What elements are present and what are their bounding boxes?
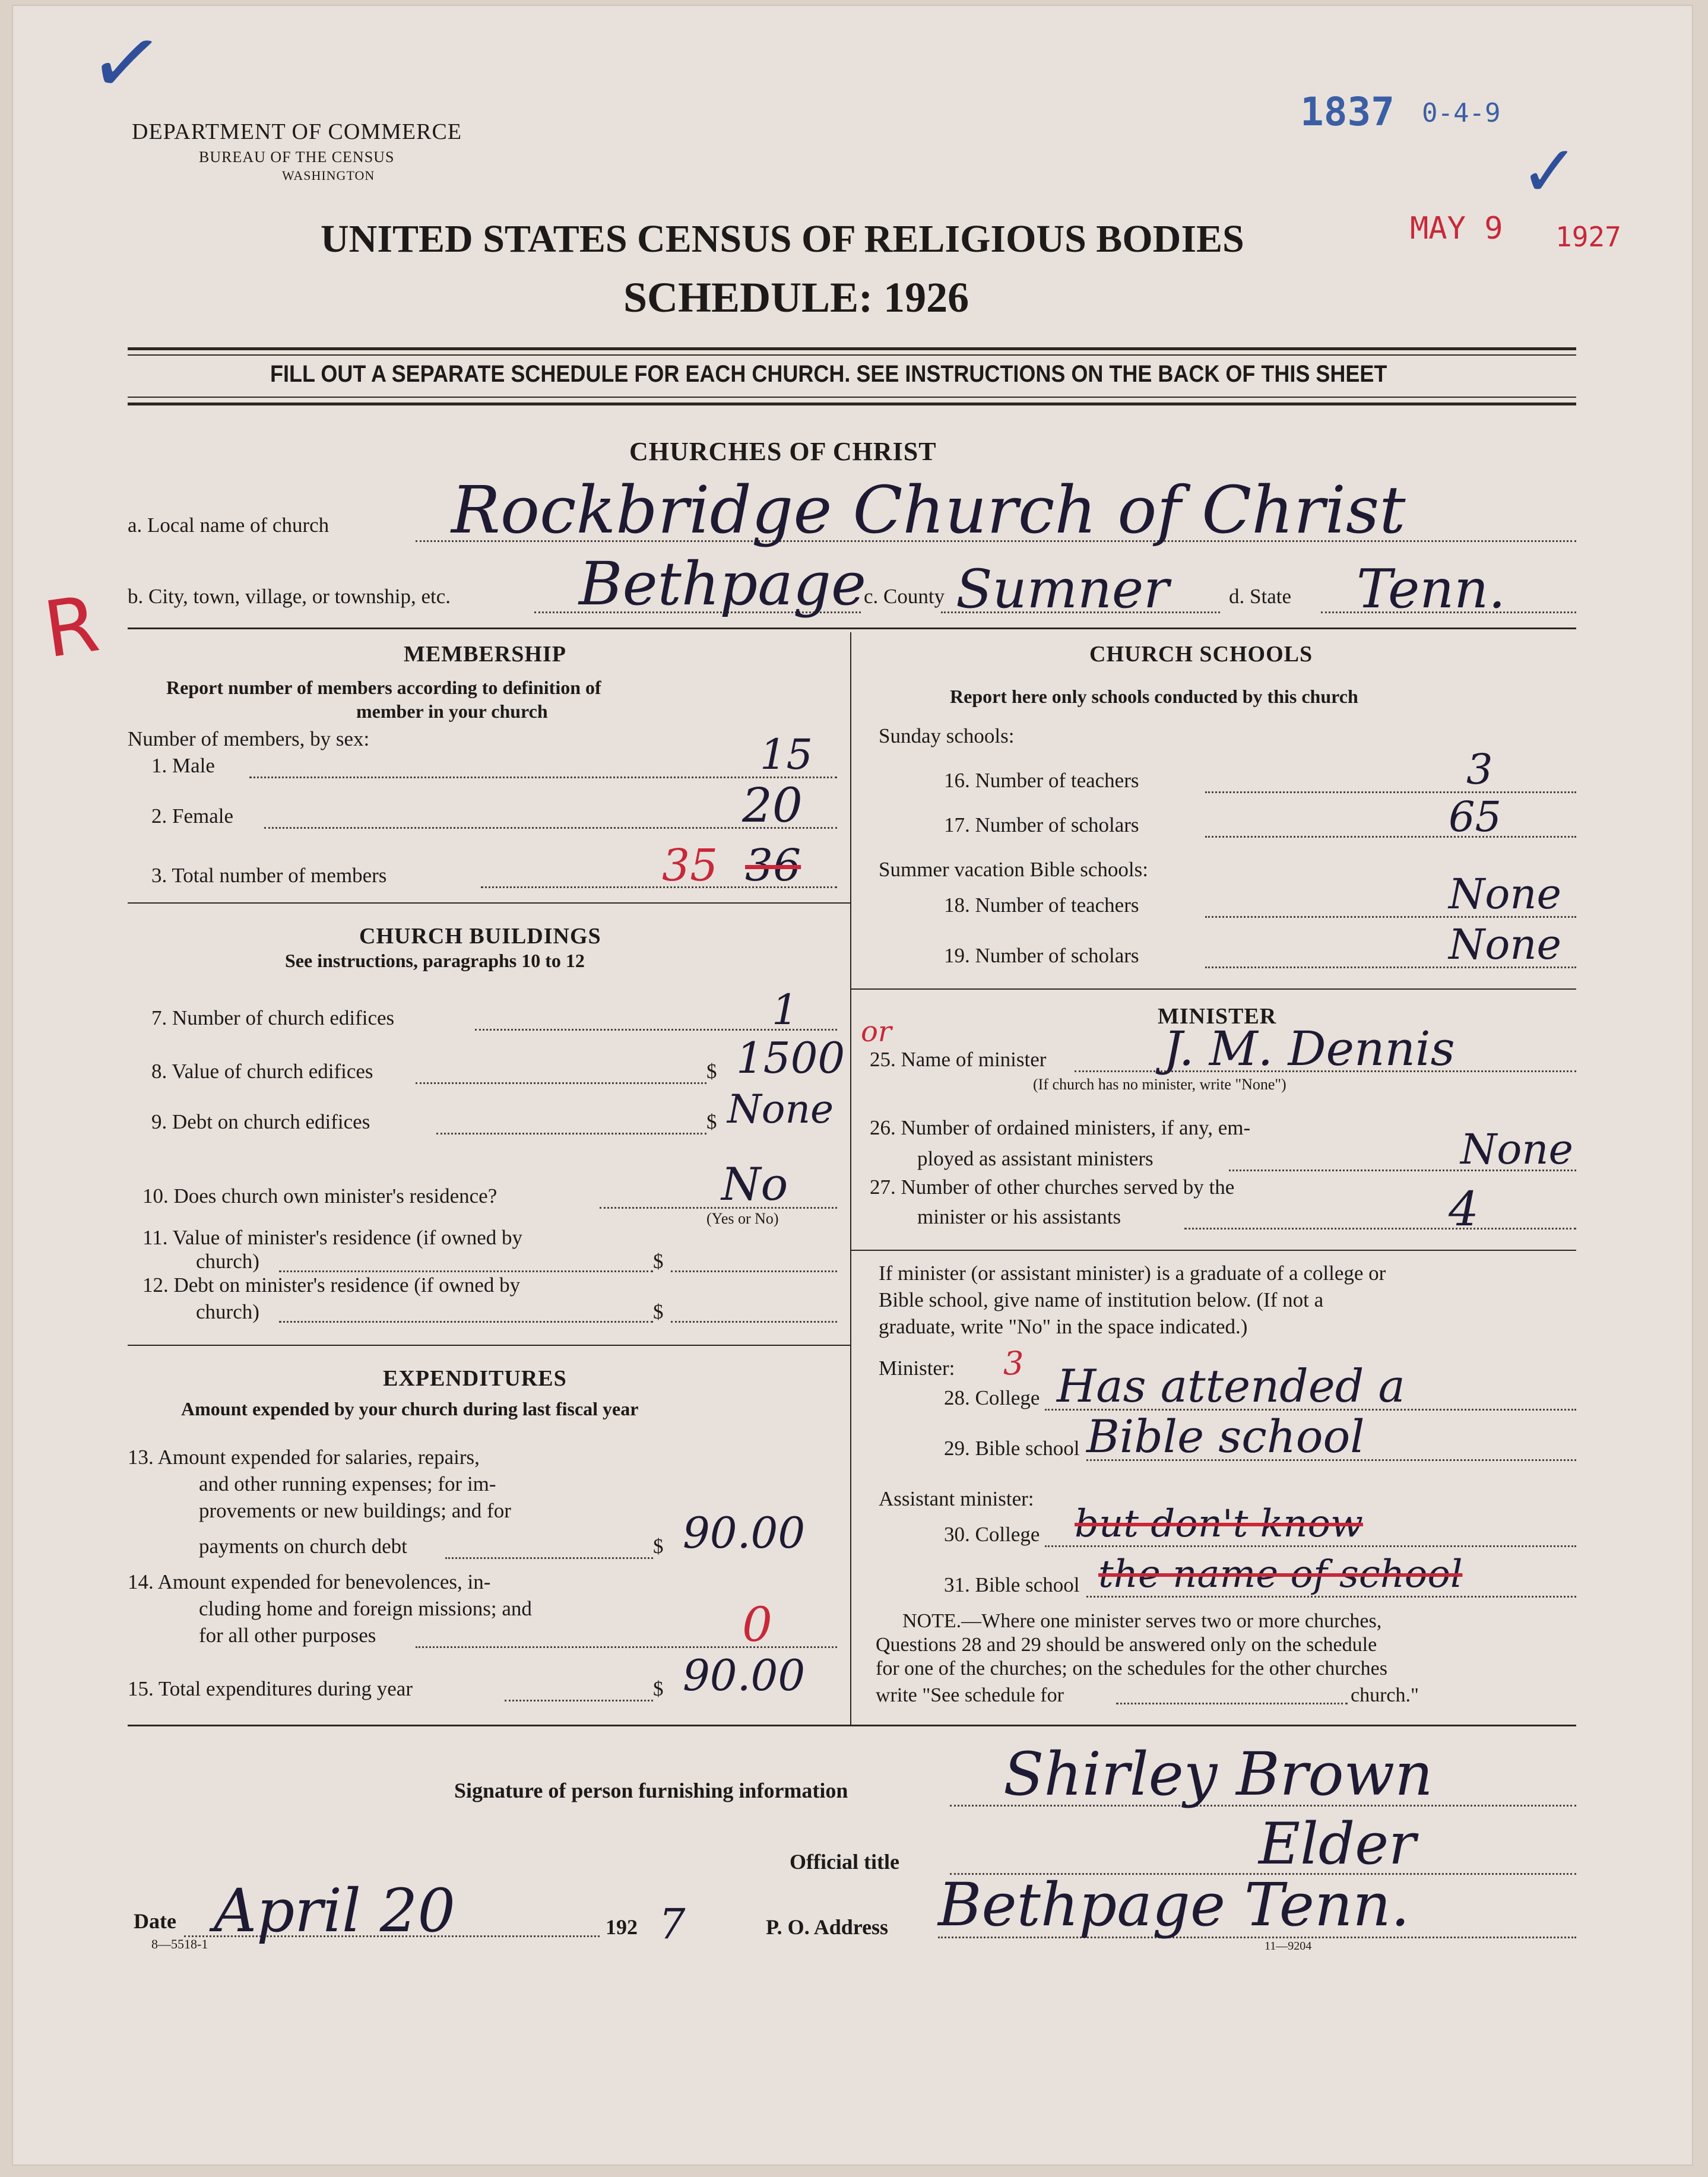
divider xyxy=(128,628,1576,629)
residence-debt-label: 12. Debt on minister's residence (if owned by xyxy=(142,1273,521,1297)
membership-heading: MEMBERSHIP xyxy=(404,642,566,667)
official-title-value[interactable]: Elder xyxy=(1259,1811,1416,1877)
dollar-sign: $ xyxy=(706,1060,717,1083)
residence-debt-label-cont: church) xyxy=(196,1300,259,1323)
other-churches-label-cont: minister or his assistants xyxy=(917,1205,1121,1228)
minister-note: write "See schedule for xyxy=(876,1684,1064,1706)
received-date-stamp: MAY 9 xyxy=(1410,211,1503,246)
minister-edit-mark: or xyxy=(861,1015,892,1048)
expenditures-heading: EXPENDITURES xyxy=(383,1366,567,1391)
form-title: UNITED STATES CENSUS OF RELIGIOUS BODIES xyxy=(321,217,1244,261)
minister-note: NOTE.—Where one minister serves two or more churches, xyxy=(902,1610,1382,1632)
minister-name-value[interactable]: J. M. Dennis xyxy=(1164,1021,1455,1076)
summer-teachers-label: 18. Number of teachers xyxy=(944,893,1139,917)
minister-margin-mark: 3 xyxy=(1003,1345,1024,1382)
edifices-value-line xyxy=(416,1082,706,1084)
benevolences-label-cont: cluding home and foreign missions; and xyxy=(199,1597,532,1620)
local-name-label: a. Local name of church xyxy=(128,514,329,537)
city-label: b. City, town, village, or township, etc. xyxy=(128,585,451,608)
sunday-teachers-value[interactable]: 3 xyxy=(1466,745,1493,794)
summer-scholars-value[interactable]: None xyxy=(1449,920,1561,969)
city-value[interactable]: Bethpage xyxy=(579,549,867,619)
residence-owned-line xyxy=(600,1207,837,1209)
denomination-title: CHURCHES OF CHRIST xyxy=(629,437,937,466)
po-address-label: P. O. Address xyxy=(766,1915,889,1939)
members-by-sex-label: Number of members, by sex: xyxy=(128,727,370,750)
signature-label: Signature of person furnishing information xyxy=(454,1779,848,1802)
instruction-banner: FILL OUT A SEPARATE SCHEDULE FOR EACH CHURCH. SEE INSTRUCTIONS ON THE BACK OF THIS SHEET xyxy=(270,361,1387,387)
other-churches-value[interactable]: 4 xyxy=(1449,1181,1479,1237)
minister-bible-school-label: 29. Bible school xyxy=(944,1437,1080,1460)
minister-name-label: 25. Name of minister xyxy=(870,1048,1047,1071)
sunday-scholars-line xyxy=(1205,836,1576,838)
benevolences-value[interactable]: 0 xyxy=(742,1597,772,1652)
year-value[interactable]: 7 xyxy=(659,1900,686,1948)
buildings-heading: CHURCH BUILDINGS xyxy=(359,924,601,949)
summer-teachers-value[interactable]: None xyxy=(1449,870,1561,918)
female-value[interactable]: 20 xyxy=(742,778,803,833)
divider xyxy=(128,1345,850,1346)
sunday-scholars-value[interactable]: 65 xyxy=(1449,793,1502,841)
assistant-count-value[interactable]: None xyxy=(1460,1125,1573,1174)
divider xyxy=(128,354,1576,356)
state-value[interactable]: Tenn. xyxy=(1357,558,1506,620)
membership-note: member in your church xyxy=(356,701,548,722)
edifices-debt-label: 9. Debt on church edifices xyxy=(151,1110,370,1133)
benevolences-label: 14. Amount expended for benevolences, in- xyxy=(128,1570,491,1593)
residence-value-input[interactable] xyxy=(671,1270,837,1272)
edifices-debt-value[interactable]: None xyxy=(727,1086,834,1132)
membership-note: Report number of members according to definition of xyxy=(166,677,601,698)
minister-college-label: 28. College xyxy=(944,1386,1040,1409)
assistant-college-label: 30. College xyxy=(944,1523,1040,1546)
dollar-sign: $ xyxy=(653,1677,664,1700)
column-divider xyxy=(850,632,851,1725)
assistant-bible-school-value[interactable]: the name of school xyxy=(1098,1552,1463,1596)
sunday-scholars-label: 17. Number of scholars xyxy=(944,813,1139,836)
dollar-sign: $ xyxy=(706,1110,717,1133)
assistant-count-label-cont: ployed as assistant ministers xyxy=(917,1147,1154,1170)
edifices-count-label: 7. Number of church edifices xyxy=(151,1006,395,1029)
summer-schools-label: Summer vacation Bible schools: xyxy=(879,858,1148,881)
yes-no-hint: (Yes or No) xyxy=(706,1210,779,1227)
divider xyxy=(128,902,850,904)
date-label: Date xyxy=(134,1909,176,1933)
residence-debt-input[interactable] xyxy=(671,1321,837,1323)
form-number-right: 11—9204 xyxy=(1265,1940,1312,1953)
graduate-instruction: Bible school, give name of institution below. (If not a xyxy=(879,1288,1324,1311)
benevolences-label-cont: for all other purposes xyxy=(199,1624,376,1647)
other-churches-line xyxy=(1184,1228,1576,1229)
check-mark-icon: ✓ xyxy=(1520,131,1580,213)
minister-note: for one of the churches; on the schedules for the other churches xyxy=(876,1658,1387,1680)
bureau-name: BUREAU OF THE CENSUS xyxy=(199,148,395,166)
benevolences-line xyxy=(416,1646,837,1648)
assistant-college-value[interactable]: but don't know xyxy=(1075,1502,1363,1546)
county-value[interactable]: Sumner xyxy=(956,558,1170,620)
divider xyxy=(128,347,1576,350)
divider xyxy=(128,1725,1576,1726)
total-members-label: 3. Total number of members xyxy=(151,864,387,887)
graduate-instruction: If minister (or assistant minister) is a graduate of a college or xyxy=(879,1262,1386,1285)
running-expenses-label-cont: payments on church debt xyxy=(199,1535,407,1558)
official-title-label: Official title xyxy=(790,1850,899,1874)
received-year-stamp: 1927 xyxy=(1555,221,1621,253)
female-label: 2. Female xyxy=(151,804,234,828)
total-expenditures-label: 15. Total expenditures during year xyxy=(128,1677,413,1700)
residence-value-line xyxy=(279,1270,653,1272)
graduate-instruction: graduate, write "No" in the space indicated.) xyxy=(879,1315,1248,1338)
local-name-value[interactable]: Rockbridge Church of Christ xyxy=(451,472,1406,548)
total-expenditures-line xyxy=(505,1700,653,1701)
washington-label: WASHINGTON xyxy=(282,168,375,183)
total-members-correction: 35 xyxy=(662,840,718,891)
sunday-teachers-label: 16. Number of teachers xyxy=(944,769,1139,792)
total-expenditures-value[interactable]: 90.00 xyxy=(683,1650,806,1700)
form-number-left: 8—5518-1 xyxy=(151,1937,208,1951)
schedule-title: SCHEDULE: 1926 xyxy=(623,274,969,321)
other-churches-label: 27. Number of other churches served by the xyxy=(870,1175,1235,1199)
total-members-value[interactable]: 36 xyxy=(745,840,801,891)
edifices-debt-line xyxy=(436,1133,706,1135)
buildings-note: See instructions, paragraphs 10 to 12 xyxy=(285,950,585,971)
dollar-sign: $ xyxy=(653,1250,664,1273)
minister-note: Questions 28 and 29 should be answered only on the schedule xyxy=(876,1634,1377,1656)
residence-value-label-cont: church) xyxy=(196,1250,259,1273)
residence-value-label: 11. Value of minister's residence (if owned by xyxy=(142,1226,523,1249)
edifices-count-value[interactable]: 1 xyxy=(772,985,798,1034)
divider xyxy=(850,988,1576,990)
census-form-sheet xyxy=(12,5,1693,2166)
running-expenses-line xyxy=(445,1557,653,1559)
divider xyxy=(128,397,1576,398)
dollar-sign: $ xyxy=(653,1535,664,1558)
minister-college-value[interactable]: Has attended a xyxy=(1057,1360,1405,1412)
assistant-bible-school-label: 31. Bible school xyxy=(944,1573,1080,1596)
sunday-teachers-line xyxy=(1205,791,1576,793)
year-prefix: 192 xyxy=(606,1915,638,1939)
margin-mark-r: R xyxy=(38,578,104,676)
minister-note: church." xyxy=(1351,1684,1419,1706)
running-expenses-label: 13. Amount expended for salaries, repairs, xyxy=(128,1446,480,1469)
signature-value[interactable]: Shirley Brown xyxy=(1003,1739,1433,1809)
residence-owned-label: 10. Does church own minister's residence? xyxy=(142,1184,497,1208)
po-address-value[interactable]: Bethpage Tenn. xyxy=(938,1870,1410,1940)
minister-sub-label: Minister: xyxy=(879,1357,955,1380)
running-expenses-label-cont: provements or new buildings; and for xyxy=(199,1499,511,1522)
church-schools-heading: CHURCH SCHOOLS xyxy=(1089,642,1313,667)
divider xyxy=(850,1250,1576,1251)
male-label: 1. Male xyxy=(151,754,215,777)
residence-debt-line xyxy=(279,1321,653,1323)
department-name: DEPARTMENT OF COMMERCE xyxy=(132,119,462,144)
minister-heading: MINISTER xyxy=(1158,1004,1277,1029)
divider xyxy=(128,403,1576,405)
stamp-suffix: 0-4-9 xyxy=(1422,98,1501,128)
residence-owned-value[interactable]: No xyxy=(721,1158,788,1210)
male-value[interactable]: 15 xyxy=(760,730,813,779)
check-mark-icon: ✓ xyxy=(82,7,171,120)
sunday-schools-label: Sunday schools: xyxy=(879,724,1015,747)
see-schedule-line[interactable] xyxy=(1116,1703,1348,1704)
church-schools-note: Report here only schools conducted by this church xyxy=(950,686,1358,707)
edifices-value-value[interactable]: 1500 xyxy=(736,1033,845,1083)
minister-name-hint: (If church has no minister, write "None") xyxy=(1033,1076,1286,1093)
dollar-sign: $ xyxy=(653,1300,664,1323)
state-label: d. State xyxy=(1229,585,1291,608)
assistant-minister-label: Assistant minister: xyxy=(879,1487,1034,1510)
expenditures-note: Amount expended by your church during last fiscal year xyxy=(181,1398,639,1419)
assistant-count-label: 26. Number of ordained ministers, if any, em- xyxy=(870,1116,1251,1139)
summer-scholars-label: 19. Number of scholars xyxy=(944,944,1139,967)
county-label: c. County xyxy=(864,585,945,608)
running-expenses-value[interactable]: 90.00 xyxy=(683,1508,806,1558)
running-expenses-label-cont: and other running expenses; for im- xyxy=(199,1472,496,1495)
minister-bible-school-value[interactable]: Bible school xyxy=(1086,1410,1365,1463)
stamp-number: 1837 xyxy=(1300,89,1395,135)
edifices-value-label: 8. Value of church edifices xyxy=(151,1060,373,1083)
date-value[interactable]: April 20 xyxy=(214,1876,456,1945)
